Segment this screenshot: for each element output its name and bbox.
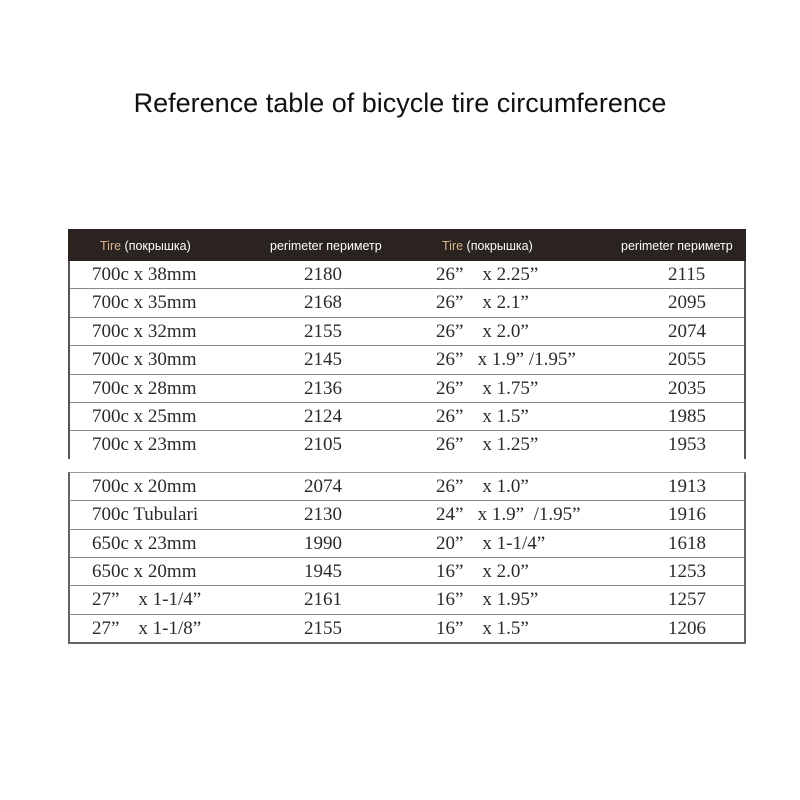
perimeter-a: 2180	[304, 264, 342, 285]
perimeter-a: 2161	[304, 589, 342, 611]
table-row	[70, 501, 744, 529]
tire-size-a: 700c x 25mm	[92, 405, 197, 427]
tire-size-a: 700c x 23mm	[92, 434, 197, 456]
perimeter-b: 1916	[668, 504, 706, 526]
tire-size-b: 24” x 1.9” /1.95”	[436, 504, 581, 526]
table-row	[70, 615, 744, 642]
tire-size-b: 20” x 1-1/4”	[436, 532, 546, 554]
tire-size-a: 700c x 20mm	[92, 475, 197, 497]
perimeter-a: 2155	[304, 617, 342, 639]
tire-size-a: 700c x 28mm	[92, 377, 197, 399]
table-row	[70, 289, 744, 317]
perimeter-a: 2168	[304, 292, 342, 314]
table-block-top	[68, 261, 746, 459]
table-row	[70, 431, 744, 458]
perimeter-a: 1990	[304, 532, 342, 554]
perimeter-b: 1257	[668, 589, 706, 611]
perimeter-a: 2124	[304, 405, 342, 427]
tire-size-b: 26” x 2.0”	[436, 320, 529, 342]
tire-size-a: 700c x 32mm	[92, 320, 197, 342]
table-row	[70, 530, 744, 558]
tire-size-a: 650c x 20mm	[92, 560, 197, 582]
table-block-bottom	[68, 472, 746, 644]
table-row	[70, 346, 744, 374]
tire-size-a: 700c x 30mm	[92, 349, 197, 371]
tire-size-b: 26” x 1.0”	[436, 475, 529, 497]
tire-size-b: 26” x 1.75”	[436, 377, 539, 399]
table-row	[70, 586, 744, 614]
perimeter-a: 2074	[304, 475, 342, 497]
header-perimeter-2: perimeter периметр	[621, 239, 733, 253]
table-row	[70, 558, 744, 586]
header-tire-1-ru: (покрышка)	[121, 239, 191, 253]
perimeter-b: 1253	[668, 560, 706, 582]
tire-size-a: 27” x 1-1/4”	[92, 589, 202, 611]
perimeter-a: 1945	[304, 560, 342, 582]
perimeter-b: 2074	[668, 320, 706, 342]
tire-size-b: 16” x 1.5”	[436, 617, 529, 639]
perimeter-a: 2130	[304, 504, 342, 526]
tire-size-a: 27” x 1-1/8”	[92, 617, 202, 639]
tire-size-b: 16” x 1.95”	[436, 589, 539, 611]
tire-size-a: 650c x 23mm	[92, 532, 197, 554]
perimeter-a: 2155	[304, 320, 342, 342]
tire-size-b: 26” x 1.25”	[436, 434, 539, 456]
tire-size-a: 700c x 35mm	[92, 292, 197, 314]
perimeter-b: 2035	[668, 377, 706, 399]
table-row	[70, 473, 744, 501]
perimeter-b: 1985	[668, 405, 706, 427]
header-tire-2-label: Tire	[442, 239, 464, 253]
perimeter-b: 1913	[668, 475, 706, 497]
tire-size-b: 26” x 1.5”	[436, 405, 529, 427]
header-perimeter-1: perimeter периметр	[270, 239, 382, 253]
header-tire-1-label: Tire	[100, 239, 122, 253]
tire-size-b: 16” x 2.0”	[436, 560, 529, 582]
tire-size-b: 26” x 1.9” /1.95”	[436, 349, 576, 371]
perimeter-b: 2055	[668, 349, 706, 371]
table-row	[70, 318, 744, 346]
perimeter-b: 2115	[668, 264, 706, 285]
table-header	[68, 229, 746, 261]
perimeter-a: 2105	[304, 434, 342, 456]
tire-size-a: 700c x 38mm	[92, 264, 197, 285]
header-tire-2-ru: (покрышка)	[463, 239, 533, 253]
tire-size-b: 26” x 2.25”	[436, 264, 539, 285]
perimeter-b: 1206	[668, 617, 706, 639]
perimeter-b: 2095	[668, 292, 706, 314]
header-tire-1	[100, 239, 191, 253]
tire-size-b: 26” x 2.1”	[436, 292, 529, 314]
table-row	[70, 375, 744, 403]
table-row	[70, 261, 744, 289]
page-title: Reference table of bicycle tire circumference	[133, 88, 667, 118]
table-row	[70, 403, 744, 431]
tire-size-a: 700c Tubulari	[92, 504, 199, 526]
perimeter-a: 2136	[304, 377, 342, 399]
header-tire-2	[442, 239, 533, 253]
perimeter-a: 2145	[304, 349, 342, 371]
perimeter-b: 1618	[668, 532, 706, 554]
perimeter-b: 1953	[668, 434, 706, 456]
tire-circumference-table	[68, 229, 746, 644]
